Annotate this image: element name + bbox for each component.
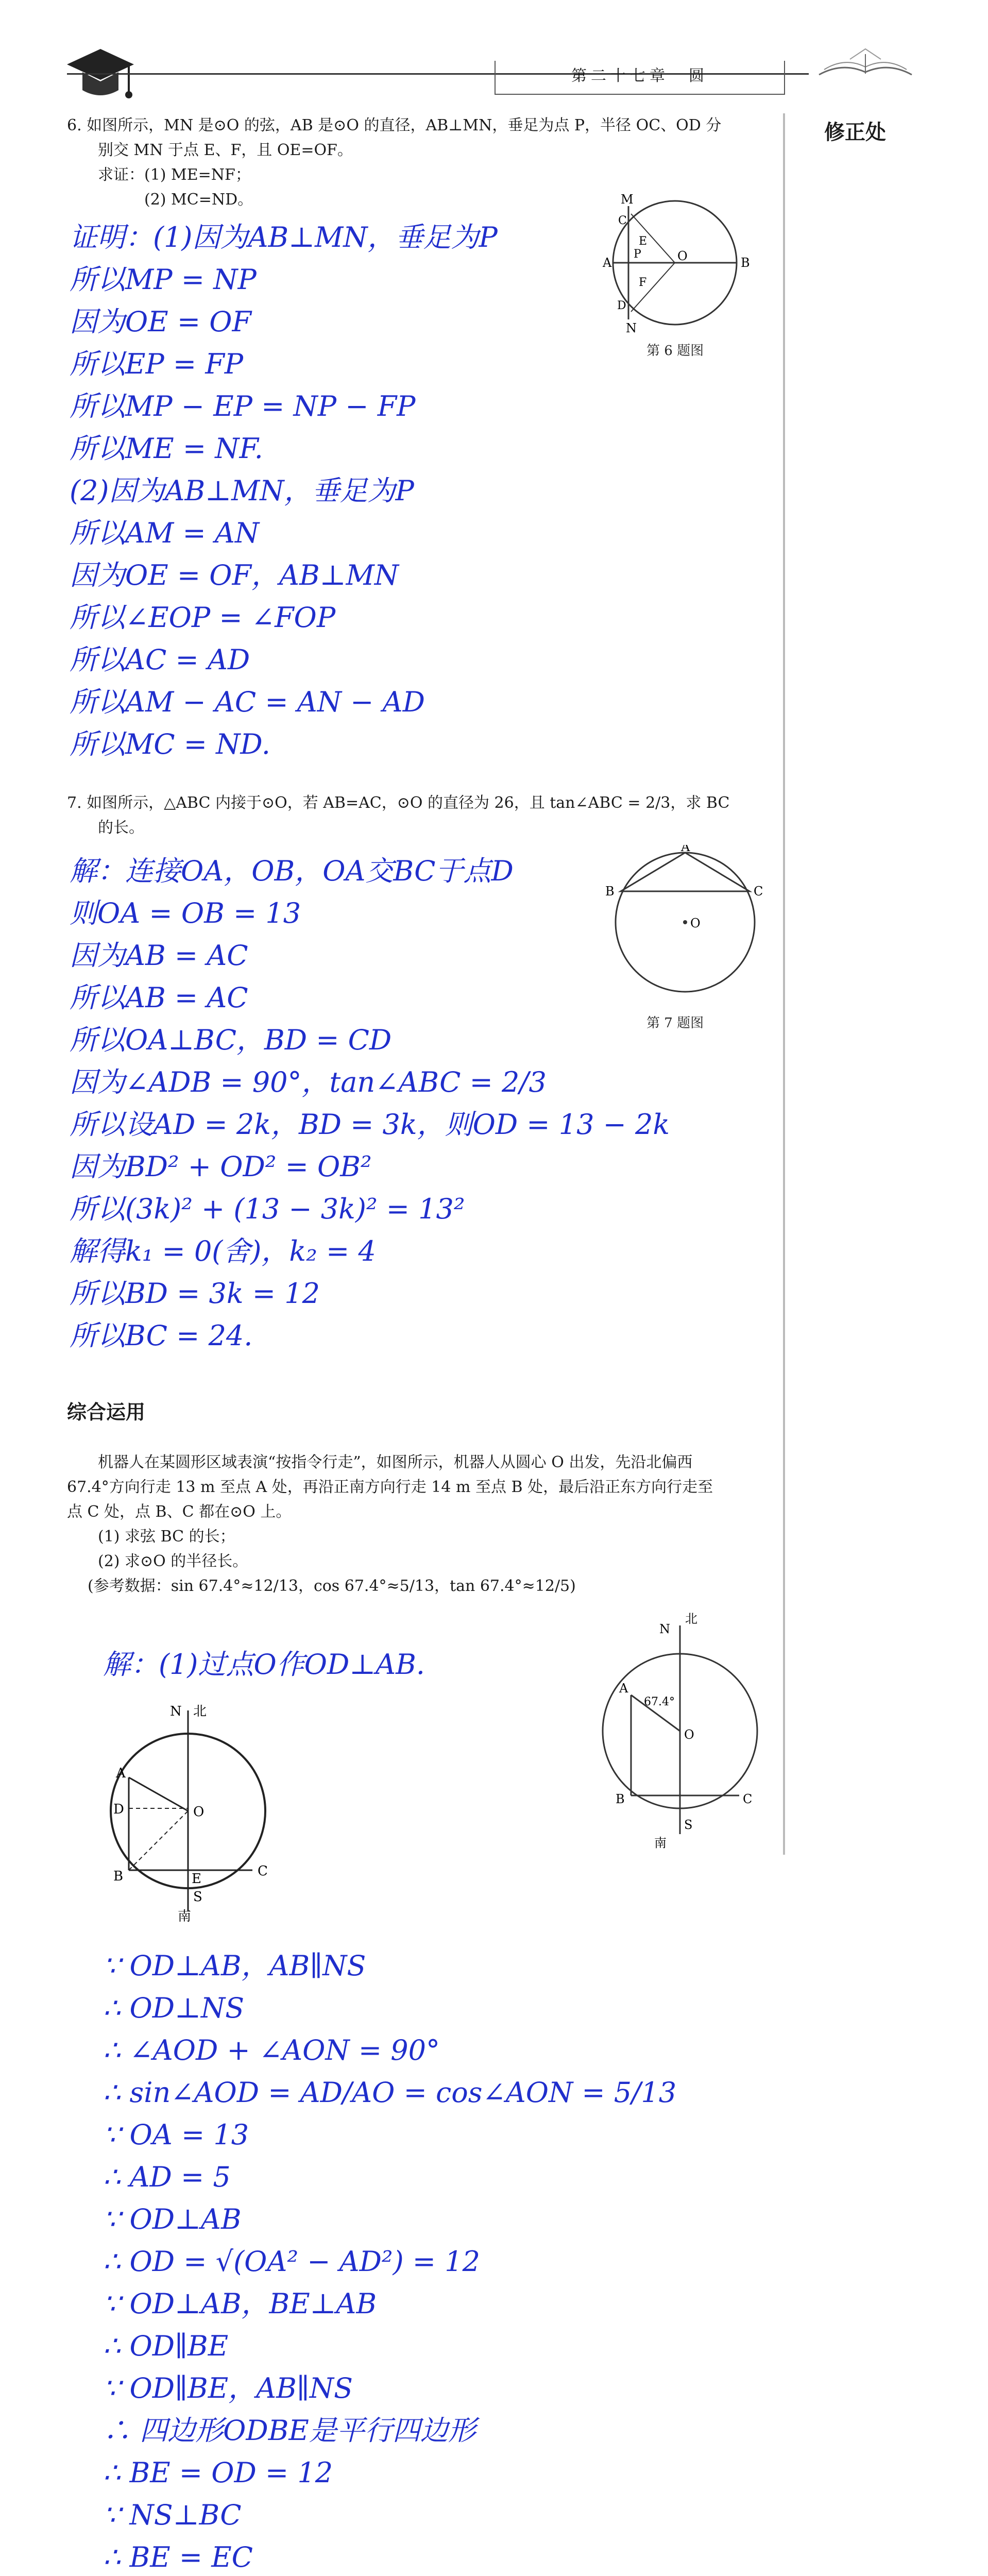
section-heading: 综合运用 bbox=[67, 1401, 146, 1423]
svg-text:N: N bbox=[626, 321, 637, 335]
problem-8-line-4: (1) 求弦 BC 的长； bbox=[98, 1528, 235, 1546]
p6-sol-line: 因为OE = OF，AB⊥MN bbox=[70, 559, 399, 591]
problem-7-caption: 第 7 题图 bbox=[646, 1015, 704, 1031]
problem-7-line-1: 7. 如图所示，△ABC 内接于⊙O，若 AB=AC，⊙O 的直径为 26，且 tan∠ABC = 2/3，求 BC bbox=[67, 794, 730, 812]
p7-sol-line: 因为AB = AC bbox=[70, 939, 248, 972]
p6-sol-line: 所以MP − EP = NP − FP bbox=[70, 390, 416, 422]
p7-sol-line: 因为BD² + OD² = OB² bbox=[70, 1150, 372, 1183]
p8-sol-line: ∵ OD⊥AB，BE⊥AB bbox=[103, 2287, 377, 2320]
p8-sol-line: ∵ OD⊥AB bbox=[103, 2203, 242, 2235]
svg-text:D: D bbox=[113, 1802, 124, 1817]
svg-text:B: B bbox=[113, 1869, 124, 1884]
svg-text:O: O bbox=[684, 1727, 694, 1742]
svg-text:B: B bbox=[741, 256, 750, 270]
problem-8-hand-figure bbox=[98, 1700, 283, 1922]
p8-sol-line: ∴ AD = 5 bbox=[103, 2161, 231, 2193]
svg-text:D: D bbox=[617, 299, 626, 312]
svg-text:O: O bbox=[677, 249, 688, 263]
p6-sol-line: 所以AC = AD bbox=[70, 643, 250, 676]
p7-sol-line: 解：连接OA，OB，OA交BC于点D bbox=[70, 855, 514, 887]
problem-7-solution bbox=[70, 850, 670, 1357]
p6-sol-line: 所以MC = ND. bbox=[70, 728, 270, 760]
p6-sol-line: 所以ME = NF. bbox=[70, 432, 263, 465]
south-label-hand: 南 bbox=[178, 1909, 192, 1922]
angle-label: 67.4° bbox=[644, 1696, 675, 1708]
problem-6-line-4: (2) MC=ND。 bbox=[144, 191, 253, 209]
p7-sol-line: 所以AB = AC bbox=[70, 981, 248, 1014]
revision-divider bbox=[783, 113, 785, 1855]
svg-text:A: A bbox=[619, 1681, 628, 1696]
p8-sol-line: ∵ OD⊥AB，AB∥NS bbox=[103, 1950, 366, 1982]
svg-text:S: S bbox=[193, 1889, 202, 1905]
p7-sol-line: 所以设AD = 2k，BD = 3k，则OD = 13 − 2k bbox=[70, 1108, 670, 1141]
p6-sol-line: 所以AM = AN bbox=[70, 517, 260, 549]
svg-text:C: C bbox=[754, 884, 763, 899]
p8-sol-line: ∴ OD∥BE bbox=[103, 2330, 229, 2362]
problem-8-line-1: 机器人在某圆形区域表演“按指令行走”，如图所示，机器人从圆心 O 出发，先沿北偏西 bbox=[98, 1453, 693, 1471]
problem-6-solution bbox=[70, 216, 498, 766]
svg-text:S: S bbox=[684, 1818, 693, 1832]
problem-8-figure bbox=[582, 1597, 778, 1865]
problem-7-line-2: 的长。 bbox=[98, 819, 144, 837]
p8-sol-line: ∴ sin∠AOD = AD/AO = cos∠AON = 5/13 bbox=[103, 2076, 677, 2109]
p7-sol-line: 因为∠ADB = 90°，tan∠ABC = 2/3 bbox=[70, 1066, 547, 1098]
p6-sol-line: 所以EP = FP bbox=[70, 348, 244, 380]
svg-text:C: C bbox=[743, 1792, 753, 1806]
problem-8-text bbox=[67, 1450, 778, 1599]
p6-sol-line: 证明：(1)因为AB⊥MN，垂足为P bbox=[70, 221, 498, 253]
p7-sol-line: 所以(3k)² + (13 − 3k)² = 13² bbox=[70, 1193, 465, 1225]
p8-sol-line: ∵ OD∥BE，AB∥NS bbox=[103, 2372, 353, 2404]
problem-8-solution-start: 解：(1)过点O作OD⊥AB. bbox=[103, 1648, 425, 1681]
p8-sol-line: ∵ NS⊥BC bbox=[103, 2499, 242, 2531]
p6-sol-line: (2)因为AB⊥MN，垂足为P bbox=[70, 474, 414, 507]
p6-sol-line: 所以MP = NP bbox=[70, 263, 257, 296]
p7-sol-line: 则OA = OB = 13 bbox=[70, 897, 301, 929]
p7-sol-line: 所以BD = 3k = 12 bbox=[70, 1277, 320, 1310]
svg-text:A: A bbox=[116, 1766, 126, 1781]
chapter-title: 第二十七章 圆 bbox=[495, 61, 785, 95]
problem-6-caption: 第 6 题图 bbox=[646, 343, 704, 359]
problem-8-line-2: 67.4°方向行走 13 m 至点 A 处，再沿正南方向行走 14 m 至点 B 处，最后沿正东方向行走至 bbox=[67, 1478, 713, 1496]
p8-sol-line: ∴ BE = OD = 12 bbox=[103, 2456, 333, 2489]
p6-sol-line: 所以AM − AC = AN − AD bbox=[70, 686, 425, 718]
problem-8-solution bbox=[103, 1945, 676, 2576]
svg-text:N: N bbox=[659, 1622, 670, 1636]
svg-text:M: M bbox=[621, 192, 634, 207]
logo-mortarboard-icon bbox=[57, 36, 144, 108]
problem-8-line-6: (参考数据：sin 67.4°≈12/13，cos 67.4°≈5/13，tan 67.4°≈12/5) bbox=[88, 1577, 576, 1595]
problem-6-figure bbox=[582, 185, 768, 335]
open-book-icon bbox=[814, 44, 917, 85]
north-label: 北 bbox=[685, 1612, 697, 1626]
problem-7-text bbox=[67, 791, 778, 840]
p8-sol-line: ∴ OD = √(OA² − AD²) = 12 bbox=[103, 2245, 480, 2278]
svg-text:N: N bbox=[170, 1704, 182, 1719]
svg-text:O: O bbox=[193, 1804, 205, 1820]
svg-text:A: A bbox=[681, 845, 690, 854]
north-label-hand: 北 bbox=[193, 1704, 207, 1719]
p6-sol-line: 所以∠EOP = ∠FOP bbox=[70, 601, 336, 634]
svg-text:B: B bbox=[605, 884, 615, 899]
problem-8-line-5: (2) 求⊙O 的半径长。 bbox=[98, 1552, 248, 1570]
revision-label: 修正处 bbox=[824, 121, 886, 144]
svg-text:P: P bbox=[634, 248, 641, 261]
svg-text:E: E bbox=[192, 1871, 201, 1887]
svg-text:F: F bbox=[639, 276, 647, 289]
p8-sol-line: ∴ OD⊥NS bbox=[103, 1992, 245, 2024]
p8-sol-line: ∵ OA = 13 bbox=[103, 2119, 249, 2151]
south-label: 南 bbox=[654, 1836, 667, 1850]
svg-text:O: O bbox=[690, 916, 701, 930]
p8-sol-line: ∴ ∠AOD + ∠AON = 90° bbox=[103, 2034, 440, 2066]
p7-sol-line: 所以BC = 24. bbox=[70, 1319, 253, 1352]
p8-sol-line: ∴ 四边形ODBE是平行四边形 bbox=[103, 2414, 476, 2447]
svg-text:A: A bbox=[603, 256, 612, 270]
problem-8-line-3: 点 C 处，点 B、C 都在⊙O 上。 bbox=[67, 1503, 292, 1521]
svg-text:C: C bbox=[258, 1863, 268, 1879]
p7-sol-line: 解得k₁ = 0(舍)，k₂ = 4 bbox=[70, 1235, 376, 1267]
problem-6-line-2: 别交 MN 于点 E、F，且 OE=OF。 bbox=[98, 141, 353, 159]
svg-text:E: E bbox=[639, 235, 648, 248]
svg-text:B: B bbox=[616, 1792, 625, 1806]
p7-sol-line: 所以OA⊥BC，BD = CD bbox=[70, 1024, 392, 1056]
p6-sol-line: 因为OE = OF bbox=[70, 306, 252, 338]
problem-6-line-1: 6. 如图所示，MN 是⊙O 的弦，AB 是⊙O 的直径，AB⊥MN，垂足为点 P，半径 OC、OD 分 bbox=[67, 116, 722, 134]
p8-sol-line: ∴ BE = EC bbox=[103, 2541, 253, 2573]
problem-6-line-3: 求证：(1) ME=NF； bbox=[98, 166, 251, 184]
svg-text:C: C bbox=[618, 214, 627, 227]
